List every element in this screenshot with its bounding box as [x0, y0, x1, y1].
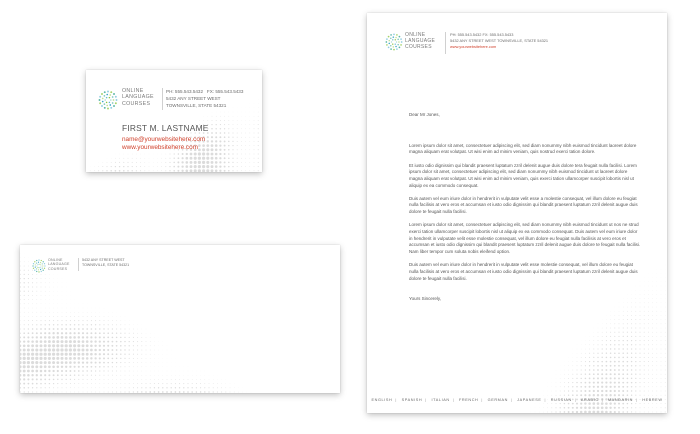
language-item: HEBREW	[642, 398, 663, 402]
paragraph-2: Et iusto odio dignissim qui blandit praesent luptatum zzril delenit augue duis dolore tera feugait nulla facilisi. Lorem ipsum dolor sit amet, consectetuer adipiscing elit, sed diam nonummy nibh euismod tincidunt ut laoreet dolore magna aliquam erat volutpat. Ut wisi enim ad minim veniam, quis exerci tation ullamcorper suscipit lobortis nisl ut aliquip ex ea commodo consequat.	[409, 162, 637, 188]
language-item: SPANISH	[401, 398, 423, 402]
card-contact	[166, 88, 243, 109]
envelope-city: TOWNSVILLE, STATE 54321	[82, 263, 130, 267]
logo-line-2: LANGUAGE	[405, 38, 436, 44]
closing: Yours Sincerely,	[409, 296, 442, 302]
card-email: name@yourwebsitehere.com	[122, 136, 206, 143]
letter-contact-line-1: PH: 555.543.5432 FX: 555.543.5433	[450, 32, 514, 37]
language-item: JAPANESE	[517, 398, 542, 402]
card-phone: PH: 555.543.5432	[166, 89, 204, 94]
logo-line-1: ONLINE	[122, 88, 144, 94]
card-website: www.yourwebsitehere.com	[122, 144, 199, 151]
logo-line-2: LANGUAGE	[122, 94, 154, 101]
letterhead	[367, 13, 667, 413]
card-street: 5432 ANY STREET WEST	[166, 96, 221, 101]
logo-divider	[162, 88, 163, 110]
logo-icon	[32, 259, 46, 273]
logo-line-3: COURSES	[48, 266, 68, 271]
paragraph-3: Duis autem vel eum iriure dolor in hendrerit in vulputate velit esse a molestie consequat, vel illum dolore eu feugiat nulla facilisis at vero eros et accumsan et iusto odio dignissim qui blandit praesent luptatum zzril delenit augue duis dolore te feugait nulla facilisi.	[409, 195, 638, 215]
dot-pattern	[86, 70, 262, 172]
language-item: GERMAN	[487, 398, 508, 402]
letter-body	[409, 112, 641, 309]
paragraph-5: Duis autem vel eum iriure dolor in hendrerit in vulputate velit esse molestie consequat, vel illum dolore eu feugiat nulla facilisis at vero eros et accumsan et iusto odio dignissim qui blandit praesent luptatum zzril delenit augue duis dolore te feugait nulla facilisi.	[409, 262, 638, 281]
letter-contact	[450, 32, 548, 50]
logo-line-1: ONLINE	[405, 32, 426, 38]
card-city: TOWNSVILLE, STATE 54321	[166, 103, 227, 108]
salutation: Dear Mr Jones,	[409, 112, 440, 117]
logo-divider	[445, 32, 446, 54]
envelope-street: 5432 ANY STREET WEST	[82, 258, 125, 262]
letter-website: www.yourwebsitehere.com	[450, 44, 497, 49]
logo-line-3: COURSES	[405, 44, 432, 50]
paragraph-1: Lorem ipsum dolor sit amet, consectetuer adipiscing elit, sed diam nonummy nibh euismod tincidunt laoreet dolore magna aliquam erat volutpat. Ut wisi enim ad minim veniam, quis nostrud exerci tation dolore.	[409, 142, 637, 155]
language-list: ENGLISH | SPANISH | ITALIAN | FRENCH | GERMAN | JAPANESE | RUSSIAN | ARABIC | MANDARIN | HEBREW	[371, 398, 663, 402]
logo-text	[405, 32, 435, 50]
logo-line-2: LANGUAGE	[48, 262, 70, 267]
language-item: RUSSIAN	[550, 398, 572, 402]
language-item: MANDARIN	[607, 398, 633, 402]
paragraph-4: Lorem ipsum dolor sit amet, consectetuer adipiscing elit, sed diam nonummy nibh euismod tincidunt ut nos ne strud exerci tation ullamcorper suscipit lobortis nisl ut aliquip ex ea commodo consequat. Duis autem vel eum iriure dolor in hendrerit in vulputate velit esse molestie consequat, vel illum dolore eu feugiat nulla facilisis at vero eros et accumsan et iusto odio dignissim qui blandit praesent luptatum zzril delenit augue duis dolore te feugait nulla facilisi. Nam liber tempor cum soluta nobis eleifend option.	[409, 222, 641, 255]
language-item: ITALIAN	[431, 398, 450, 402]
envelope-contact	[82, 258, 129, 268]
logo-line-3: COURSES	[122, 100, 151, 107]
card-fax: FX: 555.543.5433	[206, 89, 244, 94]
logo-icon	[98, 90, 118, 110]
card-name: FIRST M. LASTNAME	[122, 123, 209, 133]
logo-line-1: ONLINE	[48, 258, 63, 262]
logo-icon	[385, 33, 403, 51]
business-card	[86, 70, 262, 172]
language-item: FRENCH	[458, 398, 479, 402]
letter-contact-line-2: 5432 ANY STREET WEST TOWNSVILLE, STATE 54321	[450, 38, 549, 43]
language-item: ARABIC	[580, 398, 599, 402]
logo-text	[48, 258, 70, 271]
logo-divider	[78, 258, 79, 271]
envelope	[20, 245, 340, 393]
logo-text	[122, 88, 154, 107]
language-item: ENGLISH	[371, 398, 393, 402]
